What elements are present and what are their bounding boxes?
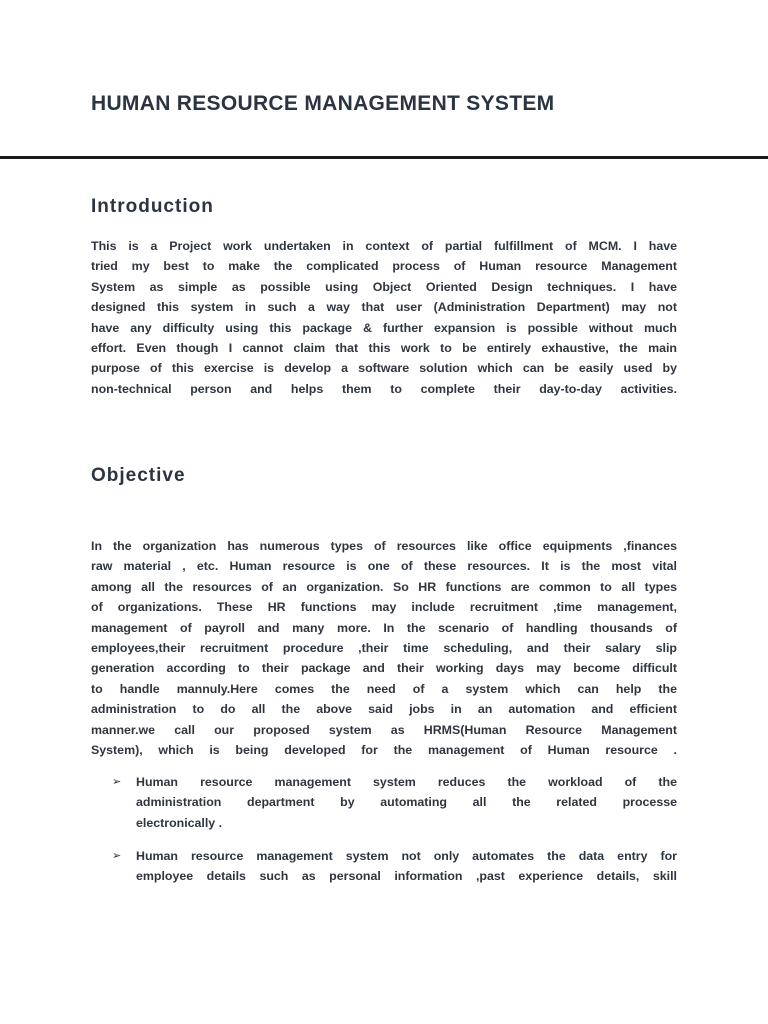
bullet-line: employee details such as personal information ,past experience details, skill bbox=[136, 869, 677, 884]
bullet-line: administration department by automating all the related processe bbox=[136, 795, 677, 810]
arrow-bullet-icon: ➢ bbox=[112, 775, 122, 788]
introduction-line: System as simple as possible using Object Oriented Design techniques. I have bbox=[91, 279, 677, 294]
introduction-heading: Introduction bbox=[91, 196, 214, 217]
objective-line: System), which is being developed for the management of Human resource . bbox=[91, 742, 677, 757]
objective-line: employees,their recruitment procedure ,their time scheduling, and their salary slip bbox=[91, 640, 677, 655]
objective-line: to handle mannuly.Here comes the need of a system which can help the bbox=[91, 681, 677, 696]
introduction-line: effort. Even though I cannot claim that this work to be entirely exhaustive, the main bbox=[91, 340, 677, 355]
objective-line: generation according to their package and their working days may become difficult bbox=[91, 661, 677, 676]
objective-line: manner.we call our proposed system as HRMS(Human Resource Management bbox=[91, 722, 677, 737]
list-item bbox=[91, 772, 677, 833]
introduction-line: non-technical person and helps them to complete their day-to-day activities. bbox=[91, 381, 677, 396]
objective-paragraph bbox=[91, 536, 677, 760]
introduction-line: purpose of this exercise is develop a software solution which can be easily used by bbox=[91, 361, 677, 376]
objective-line: In the organization has numerous types of resources like office equipments ,finances bbox=[91, 539, 677, 553]
introduction-line: designed this system in such a way that user (Administration Department) may not bbox=[91, 300, 677, 315]
objective-line: of organizations. These HR functions may include recruitment ,time management, bbox=[91, 600, 677, 615]
objective-line: administration to do all the above said jobs in an automation and efficient bbox=[91, 702, 677, 717]
objective-line: management of payroll and many more. In the scenario of handling thousands of bbox=[91, 620, 677, 635]
objective-bullet-list bbox=[91, 772, 677, 833]
document-title: HUMAN RESOURCE MANAGEMENT SYSTEM bbox=[91, 92, 555, 115]
introduction-line: This is a Project work undertaken in context of partial fulfillment of MCM. I have bbox=[91, 239, 677, 253]
objective-bullet-list bbox=[91, 846, 677, 887]
bullet-line: Human resource management system reduces the workload of the bbox=[136, 775, 677, 789]
title-divider bbox=[0, 156, 768, 159]
bullet-line: Human resource management system not only automates the data entry for bbox=[136, 849, 677, 863]
objective-line: among all the resources of an organization. So HR functions are common to all types bbox=[91, 579, 677, 594]
introduction-paragraph bbox=[91, 236, 677, 399]
introduction-line: have any difficulty using this package & further expansion is possible without much bbox=[91, 320, 677, 335]
introduction-line: tried my best to make the complicated process of Human resource Management bbox=[91, 259, 677, 274]
objective-line: raw material , etc. Human resource is one of these resources. It is the most vital bbox=[91, 559, 677, 574]
bullet-line: electronically . bbox=[136, 815, 223, 830]
arrow-bullet-icon: ➢ bbox=[112, 849, 122, 862]
objective-heading: Objective bbox=[91, 465, 186, 486]
list-item bbox=[91, 846, 677, 887]
